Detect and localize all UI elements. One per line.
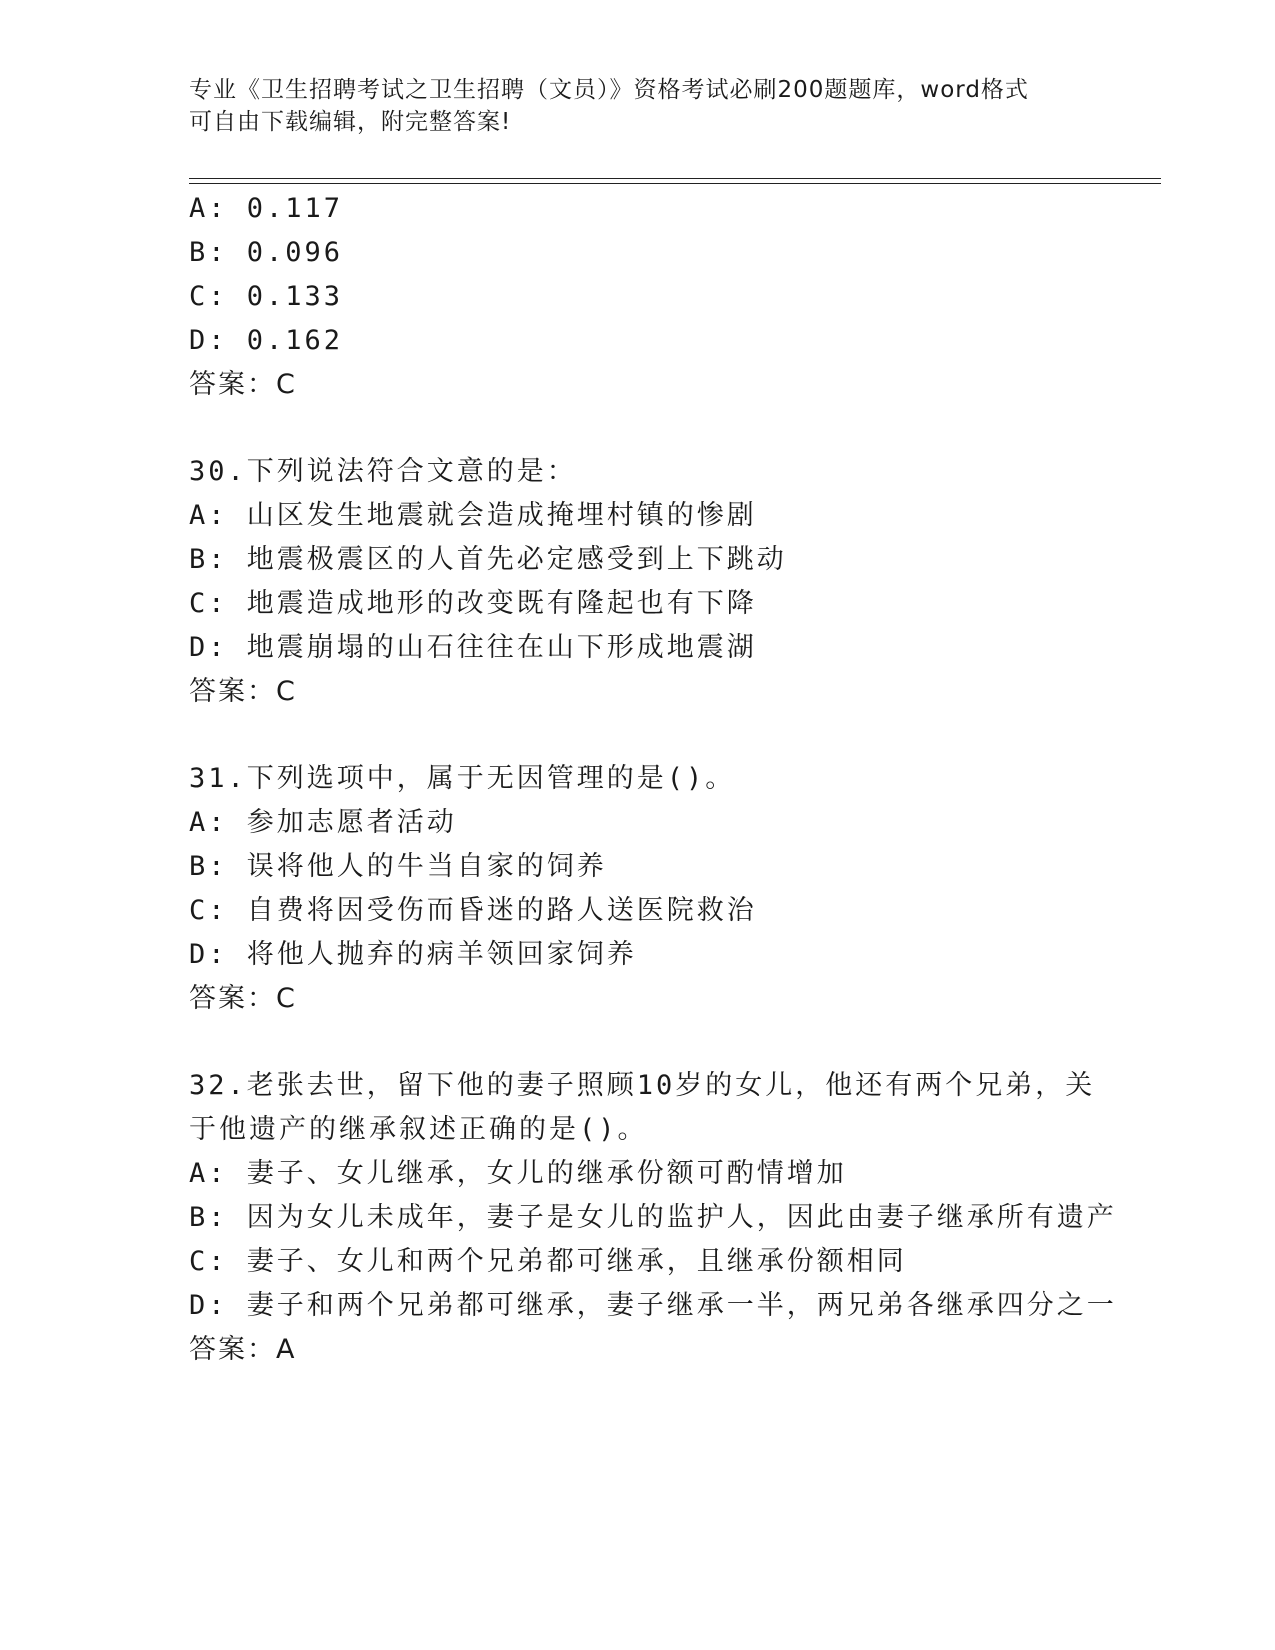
question-stem: 31.下列选项中，属于无因管理的是()。 <box>189 763 736 794</box>
answer: 答案：C <box>189 676 297 707</box>
question-stem-line-1: 32.老张去世，留下他的妻子照顾10岁的女儿，他还有两个兄弟，关 <box>189 1070 1096 1101</box>
option-b: B: 0.096 <box>189 237 344 268</box>
option-b: B: 误将他人的牛当自家的饲养 <box>189 851 607 882</box>
header-divider-bottom <box>189 183 1161 184</box>
option-c: C: 0.133 <box>189 281 344 312</box>
document-header <box>189 74 1069 138</box>
option-b: B: 地震极震区的人首先必定感受到上下跳动 <box>189 544 787 575</box>
option-c: C: 自费将因受伤而昏迷的路人送医院救治 <box>189 895 757 926</box>
question-stem-line-2: 于他遗产的继承叙述正确的是()。 <box>189 1114 648 1145</box>
option-a: A: 参加志愿者活动 <box>189 807 457 838</box>
answer: 答案：C <box>189 369 297 400</box>
answer: 答案：C <box>189 983 297 1014</box>
option-a: A: 0.117 <box>189 193 344 224</box>
option-c: C: 妻子、女儿和两个兄弟都可继承，且继承份额相同 <box>189 1246 907 1277</box>
answer: 答案：A <box>189 1334 297 1365</box>
option-c: C: 地震造成地形的改变既有隆起也有下降 <box>189 588 757 619</box>
option-d: D: 地震崩塌的山石往往在山下形成地震湖 <box>189 632 757 663</box>
option-d: D: 妻子和两个兄弟都可继承，妻子继承一半，两兄弟各继承四分之一 <box>189 1290 1117 1321</box>
option-d: D: 将他人抛弃的病羊领回家饲养 <box>189 939 637 970</box>
option-d: D: 0.162 <box>189 325 344 356</box>
option-a: A: 山区发生地震就会造成掩埋村镇的惨剧 <box>189 500 757 531</box>
header-divider-top <box>189 178 1161 179</box>
question-stem: 30.下列说法符合文意的是： <box>189 456 577 487</box>
header-line-2: 可自由下载编辑，附完整答案! <box>189 109 512 135</box>
option-a: A: 妻子、女儿继承，女儿的继承份额可酌情增加 <box>189 1158 847 1189</box>
option-b: B: 因为女儿未成年，妻子是女儿的监护人，因此由妻子继承所有遗产 <box>189 1202 1117 1233</box>
header-line-1: 专业《卫生招聘考试之卫生招聘（文员）》资格考试必刷200题题库，word格式 <box>189 77 1029 103</box>
